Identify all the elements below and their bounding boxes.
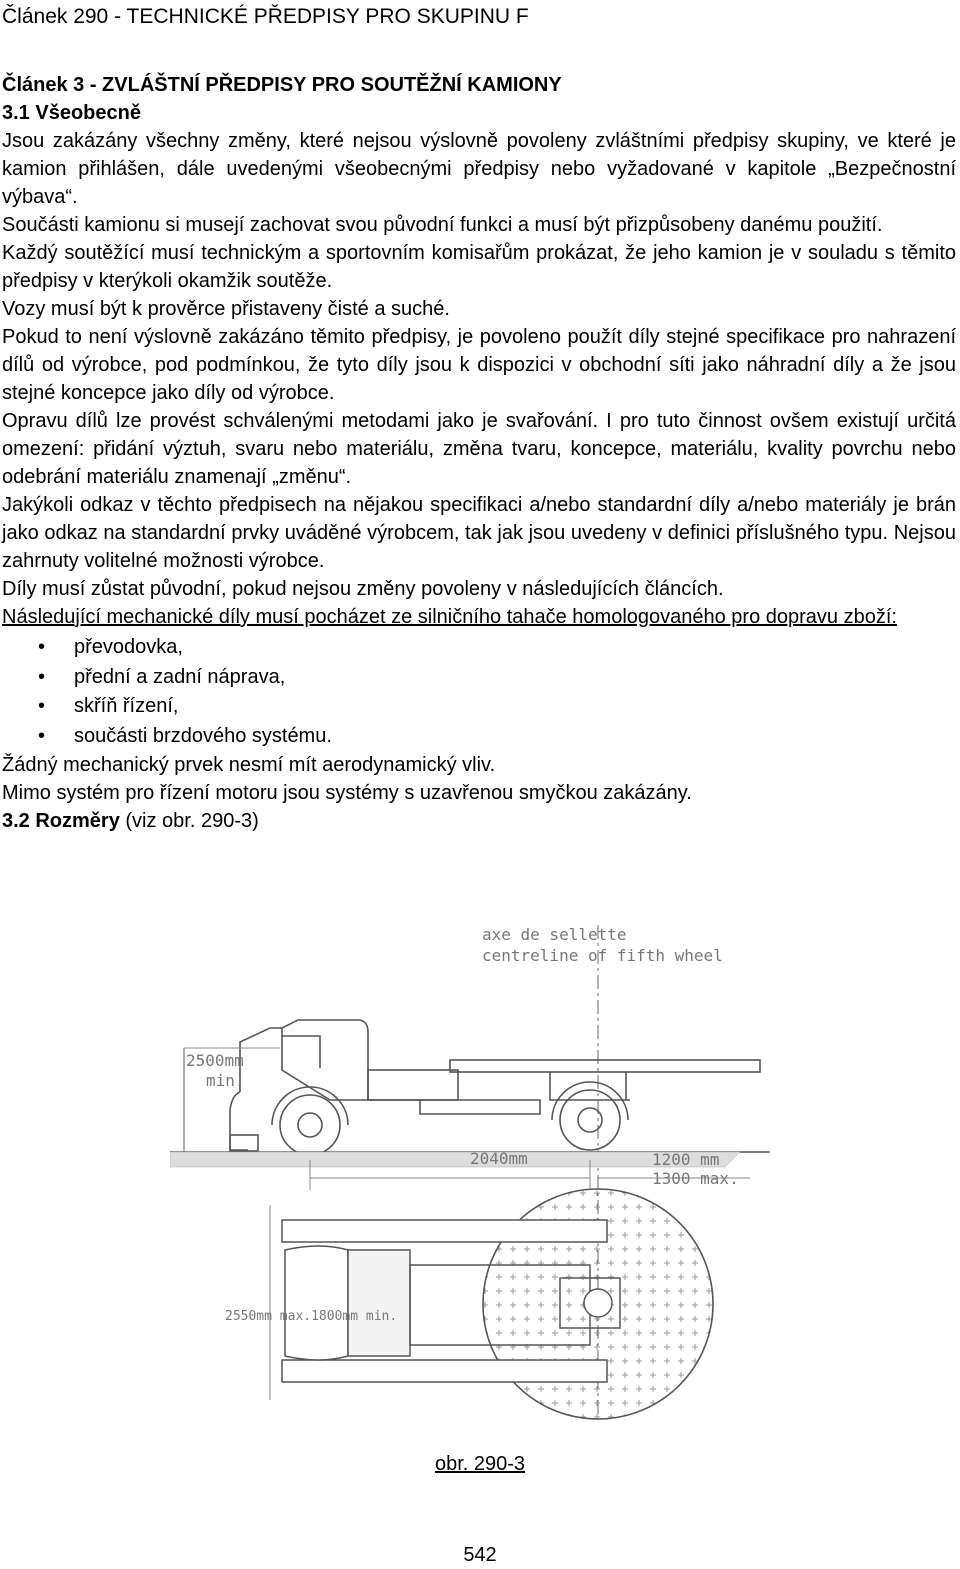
article-title: Článek 3 - ZVLÁŠTNÍ PŘEDPISY PRO SOUTĚŽNÍ KAMIONY — [2, 74, 562, 96]
label-width: 2550mm max.1800mm min. — [225, 1309, 398, 1324]
parts-list — [2, 633, 956, 751]
paragraph: Opravu dílů lze provést schválenými metodami jako je svařování. I pro tuto činnost ovšem existují určitá omezení: přidání výztuh, svaru nebo materiálu, změna tvaru, koncepce, materiálu, kvality povrchu nebo odebrání materiálu znamenají „změnu“. — [2, 410, 956, 488]
list-item: • skříň řízení, — [2, 692, 956, 722]
bullet-icon: • — [38, 724, 46, 747]
label-height-min: min. — [206, 1071, 245, 1090]
paragraph: Díly musí zůstat původní, pokud nejsou změny povoleny v následujících článcích. — [2, 578, 724, 600]
bullet-icon: • — [38, 695, 46, 717]
list-item: • převodovka, — [2, 633, 956, 663]
truck-plan-view — [270, 1189, 713, 1419]
label-axe: axe de sellette — [482, 925, 627, 944]
underlined-intro: Následující mechanické díly musí pocházet ze silničního tahače homologovaného pro dopravu zboží: — [2, 606, 897, 628]
section-heading-3-2: 3.2 Rozměry (viz obr. 290-3) — [2, 810, 259, 832]
label-overhang-max: 1300 max. — [652, 1169, 739, 1188]
bullet-icon: • — [38, 636, 46, 658]
list-item: • přední a zadní náprava, — [2, 663, 956, 693]
paragraph: Každý soutěžící musí technickým a sportovním komisařům prokázat, že jeho kamion je v souladu s těmito předpisy v kterýkoli okamžik soutěže. — [2, 242, 956, 292]
page-number: 542 — [463, 1544, 497, 1566]
article-body — [2, 71, 956, 835]
paragraph: Jsou zakázány všechny změny, které nejsou výslovně povoleny zvláštními předpisy skupiny, ve které je kamion přihlášen, dále uvedenými všeobecnými předpisy nebo vyžadované v kapitole „Bezpečnostní výbava“. — [2, 130, 956, 208]
paragraph: Vozy musí být k prověrce přistaveny čisté a suché. — [2, 298, 450, 320]
label-centreline: centreline of fifth wheel — [482, 946, 723, 965]
label-overhang: 1200 mm — [652, 1150, 720, 1169]
label-height: 2500mm — [186, 1051, 244, 1070]
paragraph: Součásti kamionu si musejí zachovat svou původní funkci a musí být přizpůsobeny danému použití. — [2, 214, 883, 236]
page-header: Článek 290 - TECHNICKÉ PŘEDPISY PRO SKUPINU F — [2, 5, 529, 28]
section-heading-3-1: 3.1 Všeobecně — [2, 102, 141, 124]
paragraph: Pokud to není výslovně zakázáno těmito předpisy, je povoleno použít díly stejné specifikace pro nahrazení dílů od výrobce, pod podmínkou, že tyto díly jsou k dispozici v obchodní síti jako náhradní díly a že jsou stejné koncepce jako díly od výrobce. — [2, 326, 956, 404]
truck-side-view — [184, 1020, 760, 1155]
bullet-icon: • — [38, 665, 46, 688]
label-wheelbase: 2040mm — [470, 1149, 528, 1168]
paragraph: Žádný mechanický prvek nesmí mít aerodynamický vliv. — [2, 754, 496, 776]
figure-caption: obr. 290-3 — [434, 1453, 526, 1475]
paragraph: Jakýkoli odkaz v těchto předpisech na nějakou specifikaci a/nebo standardní díly a/nebo materiály je brán jako odkaz na standardní prvky uváděné výrobcem, tak jak jsou uvedeny v definici příslušného typu. Nejsou zahrnuty volitelné možnosti výrobce. — [2, 494, 956, 572]
truck-dimensions-diagram — [170, 920, 790, 1420]
list-item: • součásti brzdového systému. — [2, 722, 956, 752]
paragraph: Mimo systém pro řízení motoru jsou systémy s uzavřenou smyčkou zakázány. — [2, 782, 692, 804]
